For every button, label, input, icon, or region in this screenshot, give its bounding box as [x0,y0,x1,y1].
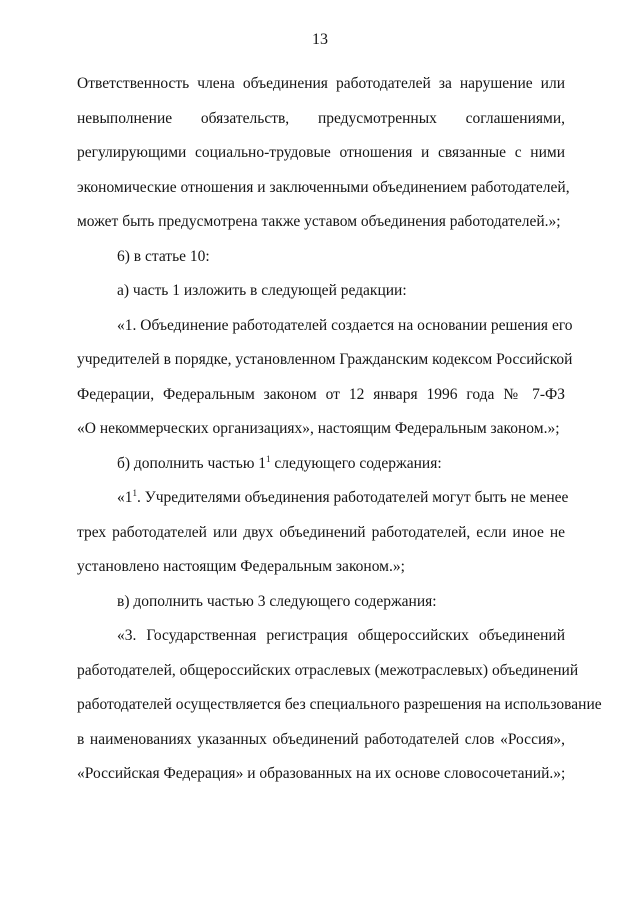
paragraph-item-6 [77,240,565,275]
paragraph-part-3-text [77,619,602,792]
text-line: а) часть 1 изложить в следующей редакции: [117,282,407,299]
document-body [77,67,602,792]
text-line: трех работодателей или двух объединений работодателей, если иное не [77,523,565,541]
text-line [77,447,565,482]
text-line: в наименованиях указанных объединений работодателей слов «Россия», [77,730,565,748]
paragraph-part-1-text [77,309,573,447]
text-line: регулирующими социально-трудовые отношения и связанные с ними [77,144,565,161]
page-number: 13 [312,31,328,48]
superscript: 1 [266,453,271,464]
paragraph-item-a [77,274,565,309]
text-line: «1. Объединение работодателей создается на основании решения его [117,316,573,334]
text-line: работодателей, общероссийских отраслевых (межотраслевых) объединений [77,661,579,679]
text-fragment: . Учредителями объединения работодателей могут быть не менее [137,489,569,506]
text-fragment: б) дополнить частью 1 [117,454,267,472]
text-line: «Российская Федерация» и образованных на их основе словосочетаний.»; [77,765,566,782]
text-line: может быть предусмотрена также уставом объединения работодателей.»; [77,213,561,230]
text-line: учредителей в порядке, установленном Гражданским кодексом Российской [77,351,573,368]
text-line [77,481,569,516]
text-line: Федерации, Федеральным законом от 12 января 1996 года № 7-ФЗ [77,385,565,403]
text-line: работодателей осуществляется без специального разрешения на использование [77,696,602,713]
text-line: Ответственность члена объединения работодателей за нарушение или [77,75,565,92]
text-fragment: «1 [117,489,133,506]
paragraph-item-v [77,585,565,620]
text-line: в) дополнить частью 3 следующего содержания: [117,592,437,610]
text-line: «3. Государственная регистрация общероссийских объединений [117,627,565,644]
paragraph-item-b [77,447,565,482]
superscript: 1 [132,488,137,498]
paragraph-responsibility [77,67,570,240]
text-fragment: следующего содержания: [270,454,442,472]
text-line: «О некоммерческих организациях», настоящим Федеральным законом.»; [77,420,560,437]
paragraph-part-1-1-text [77,481,569,585]
text-line: 6) в статье 10: [117,247,210,265]
text-line: невыполнение обязательств, предусмотренных соглашениями, [77,109,565,127]
text-line: экономические отношения и заключенными объединением работодателей, [77,178,570,196]
text-line: установлено настоящим Федеральным законом.»; [77,558,405,575]
